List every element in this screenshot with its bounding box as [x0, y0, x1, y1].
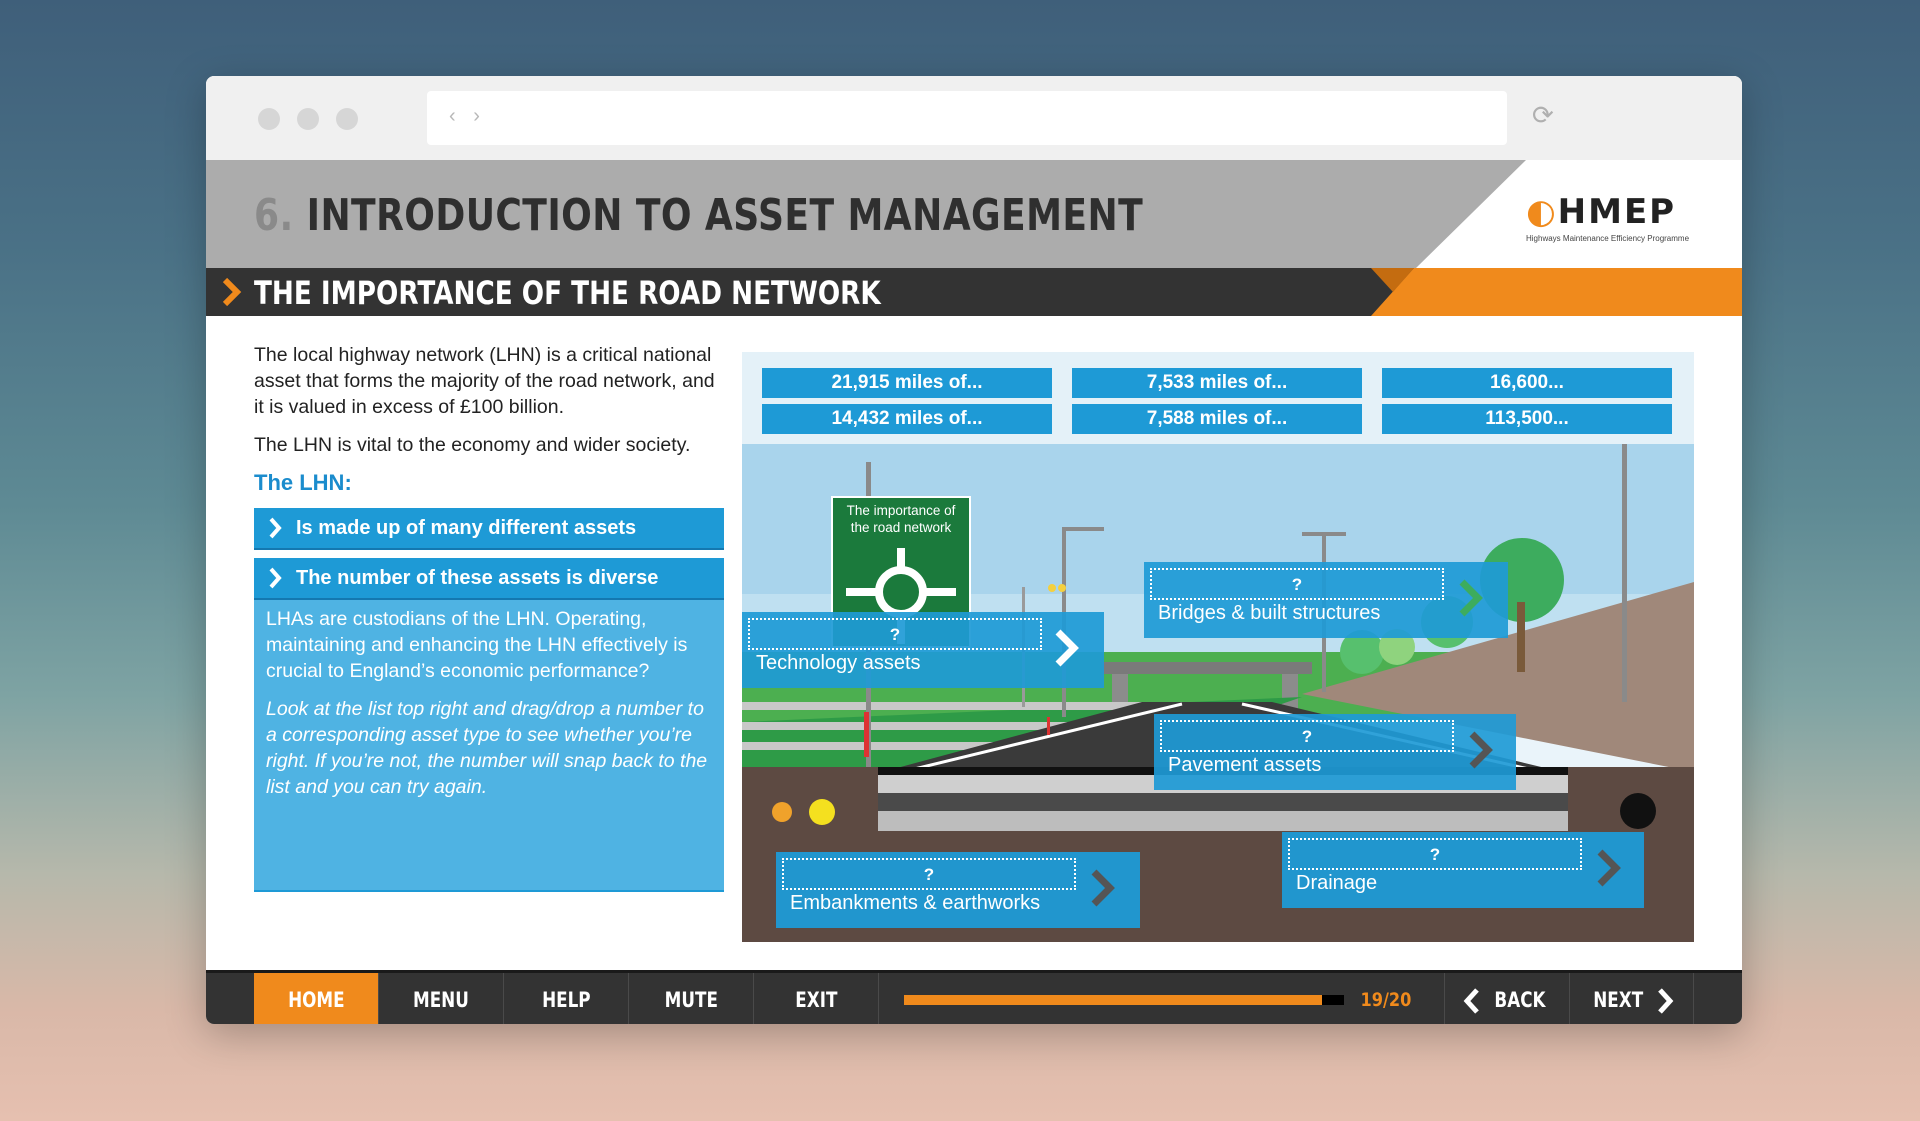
hmep-logo — [1526, 192, 1726, 243]
drop-slot[interactable]: ? — [782, 858, 1076, 890]
drop-slot[interactable]: ? — [1288, 838, 1582, 870]
drop-slot[interactable]: ? — [1150, 568, 1444, 600]
chevron-right-icon — [1655, 988, 1675, 1014]
draggable-chip[interactable]: 7,588 miles of... — [1072, 404, 1362, 434]
back-label: BACK — [1494, 988, 1546, 1012]
accordion-item-label: Is made up of many different assets — [296, 517, 637, 539]
target-label: Pavement assets — [1168, 754, 1322, 776]
reload-icon[interactable]: ⟳ — [1532, 100, 1554, 130]
chevron-right-icon — [268, 567, 282, 589]
browser-toolbar — [206, 76, 1742, 160]
road-sign — [832, 502, 970, 536]
page-counter-text: 19/20 — [1360, 989, 1412, 1011]
draggable-chip[interactable]: 14,432 miles of... — [762, 404, 1052, 434]
target-label: Bridges & built structures — [1158, 602, 1381, 624]
accordion-item-label: The number of these assets is diverse — [296, 567, 659, 589]
lhn-heading: The LHN: — [254, 470, 352, 495]
chevron-right-icon — [1456, 578, 1486, 618]
home-label: HOME — [287, 988, 345, 1012]
info-text: LHAs are custodians of the LHN. Operating, maintaining and enhancing the LHN effectively is crucial to England’s economic performance? — [266, 608, 688, 682]
chevron-right-icon — [1088, 868, 1118, 908]
draggable-chip[interactable]: 21,915 miles of... — [762, 368, 1052, 398]
exit-button[interactable] — [754, 973, 879, 1024]
draggable-chip[interactable]: 113,500... — [1382, 404, 1672, 434]
page-title — [254, 190, 1143, 241]
menu-button[interactable] — [379, 973, 504, 1024]
address-bar[interactable] — [427, 91, 1507, 145]
draggable-chip[interactable]: 16,600... — [1382, 368, 1672, 398]
mute-label: MUTE — [664, 988, 718, 1012]
chevron-right-icon — [1052, 628, 1082, 668]
instruction-text: Look at the list top right and drag/drop a number to a corresponding asset type to see whether you’re right. If you’re not, the number will snap back to the list and you can try again. — [266, 698, 708, 798]
browser-window — [206, 76, 1742, 1024]
accordion-item-many-assets[interactable] — [254, 508, 724, 550]
draggable-chip[interactable]: 7,533 miles of... — [1072, 368, 1362, 398]
accordion-content — [254, 600, 724, 892]
economy-paragraph: The LHN is vital to the economy and wider society. — [254, 434, 691, 456]
chevron-left-icon — [1462, 988, 1482, 1014]
target-label: Technology assets — [756, 652, 921, 674]
window-minimize-dot[interactable] — [297, 108, 319, 130]
logo-subtitle: Highways Maintenance Efficiency Programme — [1526, 234, 1690, 243]
drag-drop-scene — [742, 352, 1694, 942]
module-title: INTRODUCTION TO ASSET MANAGEMENT — [306, 190, 1144, 241]
progress-fill — [904, 995, 1322, 1005]
drop-target-technology[interactable] — [742, 612, 1104, 688]
window-close-dot[interactable] — [258, 108, 280, 130]
chevron-right-icon — [268, 517, 282, 539]
back-button[interactable] — [1444, 973, 1570, 1024]
next-button[interactable] — [1569, 973, 1694, 1024]
page-counter — [1356, 973, 1416, 1024]
help-button[interactable] — [504, 973, 629, 1024]
chevron-right-icon — [1594, 848, 1624, 888]
sign-line-1: The importance of — [846, 503, 956, 518]
module-number: 6. — [254, 190, 294, 241]
window-maximize-dot[interactable] — [336, 108, 358, 130]
help-label: HELP — [541, 988, 591, 1012]
next-label: NEXT — [1593, 988, 1643, 1012]
drop-target-embankments[interactable] — [776, 852, 1140, 928]
target-label: Drainage — [1296, 872, 1378, 894]
drop-target-bridges[interactable] — [1144, 562, 1508, 638]
intro-paragraph: The local highway network (LHN) is a critical national asset that forms the majority of the road network, and it is valued in excess of £100 billion. — [254, 344, 715, 418]
target-label: Embankments & earthworks — [790, 892, 1041, 914]
course-progress-bar — [904, 995, 1344, 1005]
mute-button[interactable] — [629, 973, 754, 1024]
drop-target-drainage[interactable] — [1282, 832, 1644, 908]
logo-text: HMEP — [1557, 192, 1677, 232]
course-footer — [206, 970, 1742, 1024]
sign-line-2: the road network — [850, 520, 952, 535]
section-title: THE IMPORTANCE OF THE ROAD NETWORK — [254, 274, 881, 312]
home-button[interactable] — [254, 973, 379, 1024]
drop-target-pavement[interactable] — [1154, 714, 1516, 790]
drop-slot[interactable]: ? — [1160, 720, 1454, 752]
accordion-item-diverse[interactable] — [254, 558, 724, 600]
menu-label: MENU — [413, 988, 469, 1012]
content-text-panel — [254, 342, 724, 892]
exit-label: EXIT — [794, 988, 838, 1012]
back-forward-icon[interactable]: ‹ › — [449, 105, 486, 127]
logo-icon: ◐ — [1526, 192, 1558, 232]
chevron-right-icon — [221, 277, 243, 307]
chevron-right-icon — [1466, 730, 1496, 770]
drop-slot[interactable]: ? — [748, 618, 1042, 650]
